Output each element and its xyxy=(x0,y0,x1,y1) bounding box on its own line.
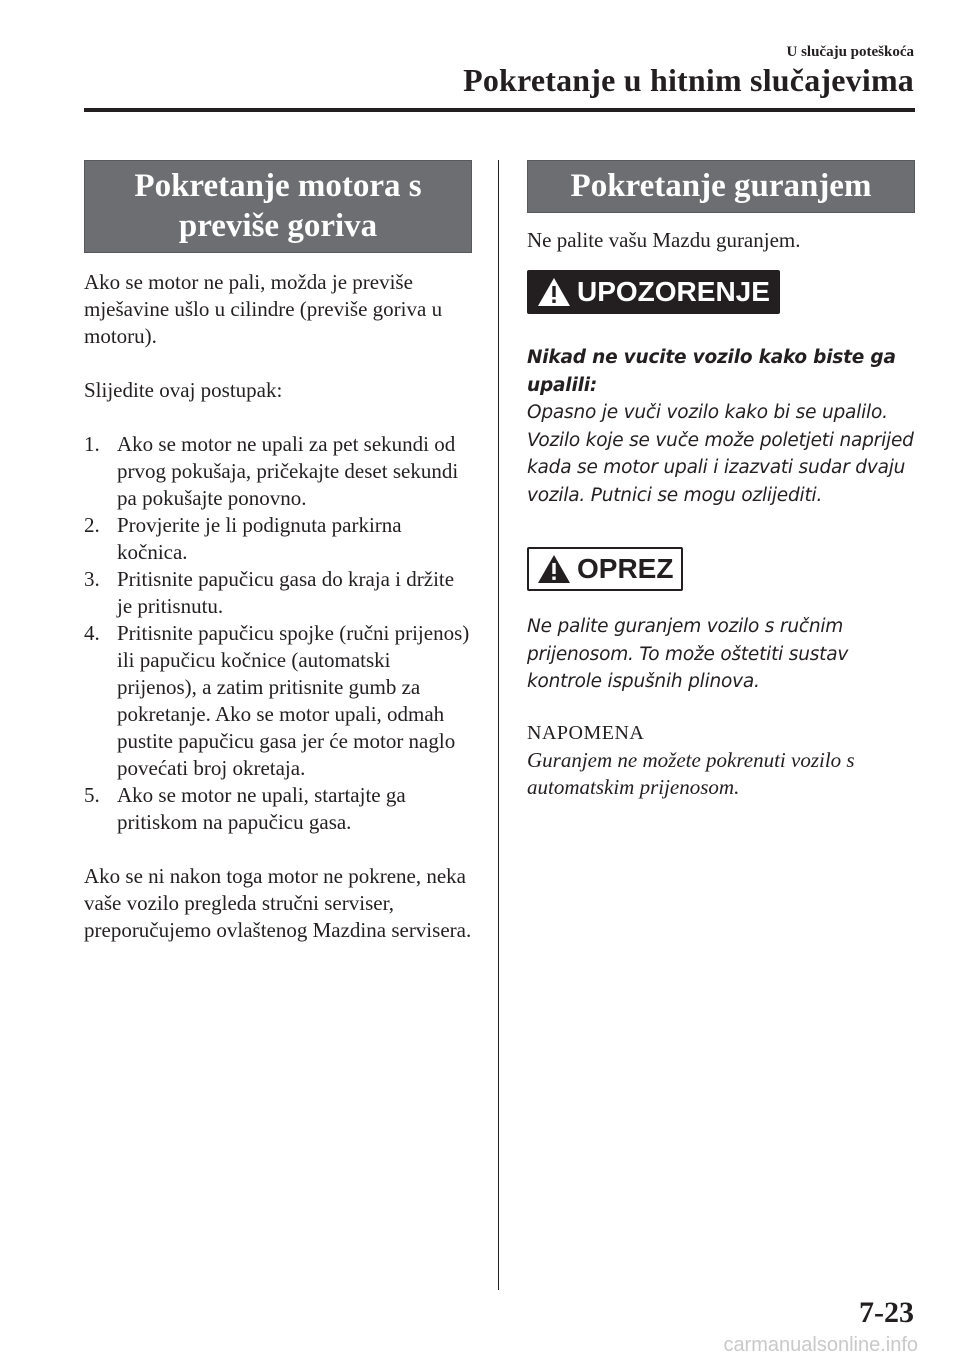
warning-triangle-icon xyxy=(537,277,571,307)
watermark: carmanualsonline.info xyxy=(723,1334,918,1356)
caution-label: OPREZ xyxy=(577,553,674,584)
column-divider xyxy=(498,160,499,1290)
caution-badge xyxy=(527,547,683,591)
note-label: NAPOMENA xyxy=(527,721,645,744)
procedure-step xyxy=(84,620,472,782)
caution-text: Ne palite guranjem vozilo s ručnim prijenosom. To može oštetiti sustav kontrole ispušnih plinova. xyxy=(527,616,849,692)
heading-line-1: Pokretanje motora s xyxy=(134,168,422,204)
warning-body: Opasno je vuči vozilo kako bi se upalilo. Vozilo koje se vuče može poletjeti naprijed kada se motor upali i izazvati sudar dvaju vozila. Putnici se mogu ozlijediti. xyxy=(527,402,914,506)
step-text: Ako se motor ne upali za pet sekundi od prvog pokušaja, pričekajte deset sekundi pa pokušajte ponovno. xyxy=(117,432,459,510)
closing-paragraph: Ako se ni nakon toga motor ne pokrene, neka vaše vozilo pregleda stručni serviser, preporučujemo ovlaštenog Mazdina servisera. xyxy=(84,864,472,942)
warning-badge xyxy=(527,270,780,314)
step-number: 1. xyxy=(84,432,100,456)
procedure-step xyxy=(84,566,472,620)
procedure-steps xyxy=(84,431,472,836)
warning-label: UPOZORENJE xyxy=(577,276,770,307)
caution-triangle-icon xyxy=(537,554,571,584)
step-text: Ako se motor ne upali, startajte ga pritiskom na papučicu gasa. xyxy=(117,783,406,834)
header-rule xyxy=(84,108,915,112)
heading-line-2: previše goriva xyxy=(178,208,378,244)
step-text: Pritisnite papučicu gasa do kraja i držite je pritisnutu. xyxy=(117,567,455,618)
left-column xyxy=(84,160,472,944)
procedure-step xyxy=(84,512,472,566)
running-header-title: Pokretanje u hitnim slučajevima xyxy=(463,62,914,98)
step-number: 4. xyxy=(84,621,100,645)
right-column xyxy=(527,160,915,801)
push-start-intro: Ne palite vašu Mazdu guranjem. xyxy=(527,228,801,252)
flooded-intro: Ako se motor ne pali, možda je previše mješavine ušlo u cilindre (previše goriva u motoru). xyxy=(84,270,443,348)
step-text: Provjerite je li podignuta parkirna kočnica. xyxy=(117,513,402,564)
step-number: 5. xyxy=(84,783,100,807)
step-number: 2. xyxy=(84,513,100,537)
step-number: 3. xyxy=(84,567,100,591)
warning-lead: Nikad ne vucite vozilo kako biste ga upalili: xyxy=(527,347,896,396)
procedure-step xyxy=(84,782,472,836)
warning-text xyxy=(527,344,915,509)
page-number: 7-23 xyxy=(859,1296,914,1329)
procedure-lead: Slijedite ovaj postupak: xyxy=(84,378,283,402)
procedure-step xyxy=(84,431,472,512)
running-header-section: U slučaju poteškoća xyxy=(786,44,914,60)
section-heading-push-start: Pokretanje guranjem xyxy=(527,160,915,213)
note-text: Guranjem ne možete pokrenuti vozilo s automatskim prijenosom. xyxy=(527,747,855,799)
section-heading-flooded-engine xyxy=(84,160,472,253)
step-text: Pritisnite papučicu spojke (ručni prijenos) ili papučicu kočnice (automatski prijenos), a zatim pritisnite gumb za pokretanje. Ako se motor upali, odmah pustite papučicu gasa jer će motor naglo povećati broj okretaja. xyxy=(117,621,470,780)
